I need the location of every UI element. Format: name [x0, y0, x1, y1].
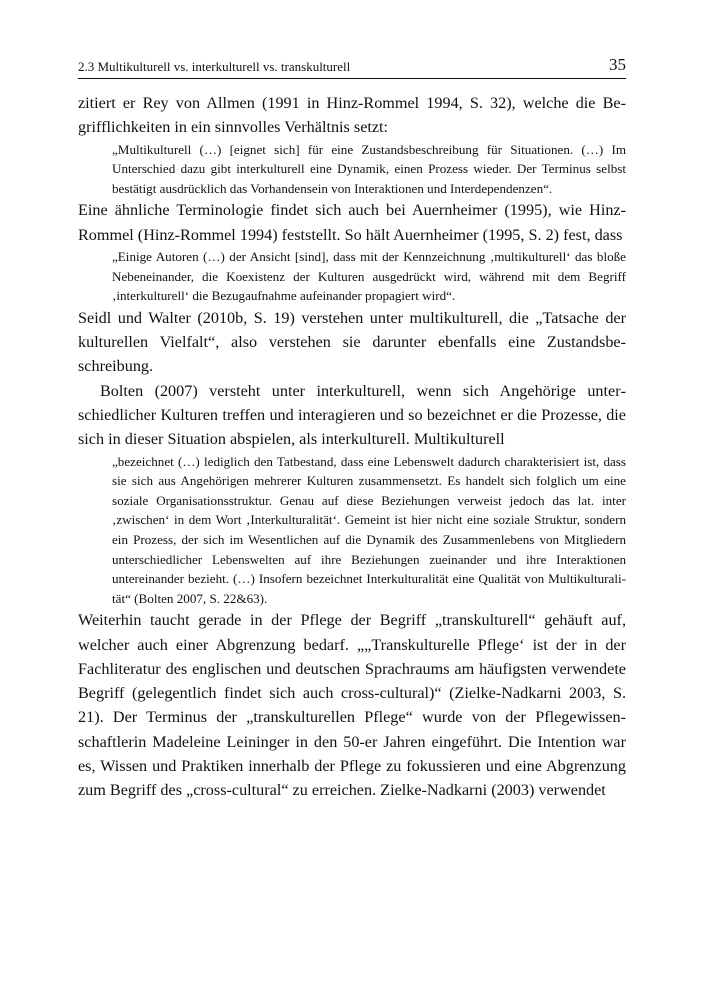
body-paragraph-3: Seidl und Walter (2010b, S. 19) verstehen unter multikulturell, die „Tatsache der kulturellen Vielfalt“, also verstehen sie darunter ebenfalls eine Zustandsbeschreibung.	[78, 308, 626, 376]
page-number: 35	[609, 55, 626, 74]
document-page	[78, 52, 626, 803]
section-title: 2.3 Multikulturell vs. interkulturell vs. transkulturell	[78, 59, 351, 74]
body-paragraph-1: zitiert er Rey von Allmen (1991 in Hinz-Rommel 1994, S. 32), welche die Begrifflichkeiten in ein sinnvolles Verhältnis setzt:	[78, 94, 626, 137]
block-quote-3: „bezeichnet (…) lediglich den Tatbestand, dass eine Lebenswelt dadurch charakterisiert ist, dass sie sich aus Angehörigen mehrerer Kulturen zusammensetzt. Es handelt sich folglich um eine soziale Organisationsstruktur. Genau auf diese Beziehungen verweist jedoch das lat. inter ‚zwischen‘ in dem Wort ‚Interkulturalität‘. Gemeint ist hier nicht eine soziale Struktur, sondern ein Prozess, der sich im Wesentlichen auf die Dynamik des Zusammenlebens von Mitgliedern unterschiedlicher Lebenswelten auf ihre Beziehungen zueinander und ihre Interaktionen untereinander bezieht. (…) Insofern bezeichnet Interkulturalität eine Qualität von Multikulturalität“ (Bolten 2007, S. 22&63).	[112, 453, 626, 606]
body-paragraph-4: Bolten (2007) versteht unter interkulturell, wenn sich Angehörige unterschiedlicher Kulturen treffen und interagieren und so bezeichnet er die Prozesse, die sich in dieser Situation abspielen, als interkulturell. Multikulturell	[78, 381, 626, 449]
page-content	[78, 91, 626, 803]
block-quote-1: „Multikulturell (…) [eignet sich] für eine Zustandsbeschreibung für Situationen. (…) Im Unterschied dazu gibt interkulturell eine Dynamik, einen Prozess wieder. Der Terminus selbst bestätigt ausdrücklich das Vorhandensein von Interaktionen und Interdependenzen“.	[112, 141, 626, 196]
running-header	[78, 52, 626, 79]
body-paragraph-2: Eine ähnliche Terminologie findet sich auch bei Auernheimer (1995), wie Hinz-Rommel (Hinz-Rommel 1994) feststellt. So hält Auernheimer (1995, S. 2) fest, dass	[78, 201, 626, 244]
body-paragraph-5: Weiterhin taucht gerade in der Pflege der Begriff „transkulturell“ gehäuft auf, welcher auch einer Abgrenzung bedarf. „„Transkulturelle Pflege‘ ist der in der Fachliteratur des englischen und deutschen Sprachraums am häufigsten verwendete Begriff (gelegentlich findet sich auch cross-cultural)“ (Zielke-Nadkarni 2003, S. 21). Der Terminus der „transkulturellen Pflege“ wurde von der Pflegewissenschaftlerin Madeleine Leininger in den 50-er Jahren eingeführt. Die Intention war es, Wissen und Praktiken innerhalb der Pflege zu fokussieren und eine Abgrenzung zum Begriff des „cross-cultural“ zu erreichen. Zielke-Nadkarni (2003) verwendet	[78, 611, 626, 800]
block-quote-2: „Einige Autoren (…) der Ansicht [sind], dass mit der Kennzeichnung ‚multikulturell‘ das bloße Nebeneinander, die Koexistenz der Kulturen ausgedrückt wird, während mit dem Begriff ‚interkulturell‘ die Bezugaufnahme aufeinander propagiert wird“.	[112, 248, 626, 304]
